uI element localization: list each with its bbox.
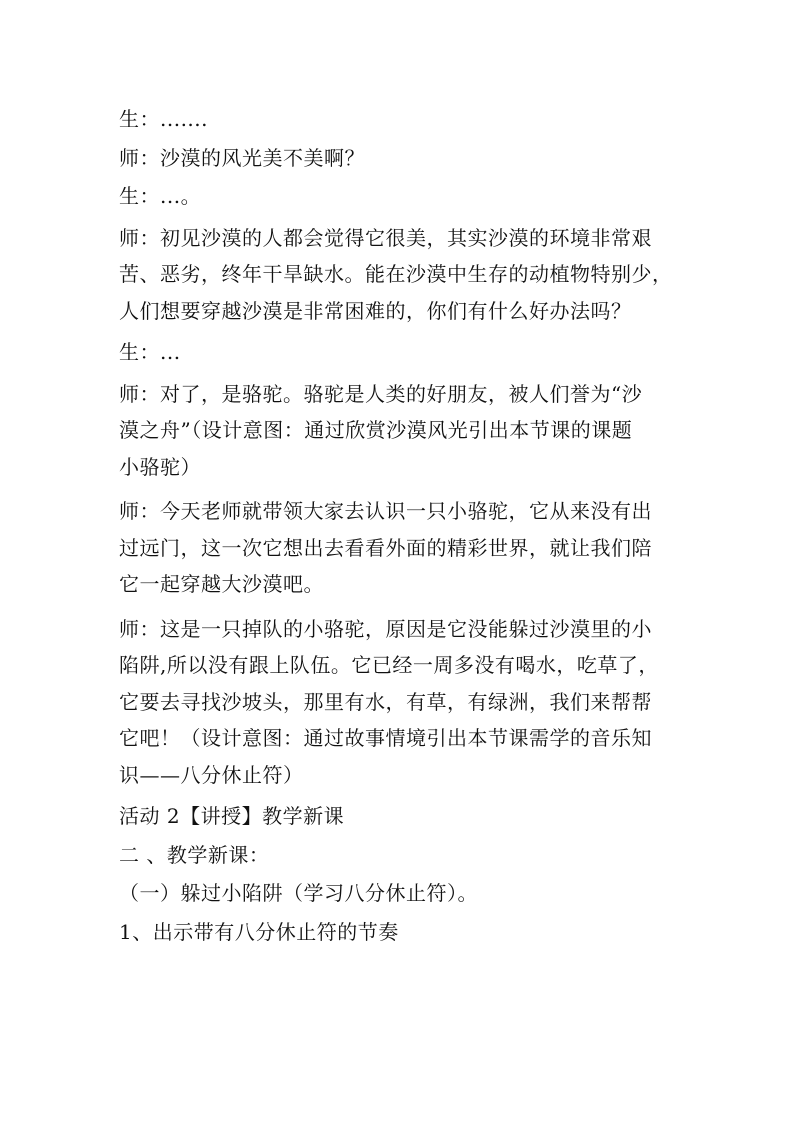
text-line: （一）躲过小陷阱（学习八分休止符）。: [119, 881, 478, 905]
activity-heading: [119, 801, 679, 831]
text-line: 漠之舟”（设计意图：通过欣赏沙漠风光引出本节课的课题: [119, 418, 633, 442]
text-line: 生：.......: [119, 107, 209, 131]
teacher-desert-environment: [119, 220, 679, 330]
text-line: 1、出示带有八分休止符的节奏: [119, 919, 399, 944]
lesson-plan-text: [119, 104, 679, 955]
subsection-heading: [119, 878, 679, 908]
student-reply-2: [119, 181, 679, 211]
teacher-lost-camel-story: [119, 611, 679, 794]
text-line: 师：今天老师就带领大家去认识一只小骆驼，它从来没有出: [119, 499, 652, 523]
student-reply-3: [119, 337, 679, 367]
text-line: 它一起穿越大沙漠吧。: [119, 572, 324, 596]
text-line: 识——八分休止符）: [119, 762, 304, 787]
text-line: 师：这是一只掉队的小骆驼，原因是它没能躲过沙漠里的小: [119, 616, 652, 641]
text-line: 过远门，这一次它想出去看看外面的精彩世界，就让我们陪: [119, 535, 652, 560]
text-line: 活动 2【讲授】教学新课: [119, 804, 345, 828]
text-line: 师：沙漠的风光美不美啊？: [119, 145, 365, 170]
student-reply-1: [119, 104, 679, 134]
text-line: 它要去寻找沙坡头，那里有水，有草，有绿洲，我们来帮帮: [119, 689, 652, 714]
teacher-question-desert-scenery: [119, 143, 679, 173]
text-line: 师：初见沙漠的人都会觉得它很美，其实沙漠的环境非常艰: [119, 225, 652, 250]
list-item-rhythm: [119, 917, 679, 947]
section-heading-new-lesson: [119, 840, 679, 870]
text-line: 苦、恶劣，终年干旱缺水。能在沙漠中生存的动植物特别少，: [119, 262, 673, 286]
text-line: 小骆驼）: [119, 454, 201, 479]
text-line: 师：对了，是骆驼。骆驼是人类的好朋友，被人们誉为“沙: [119, 381, 643, 406]
text-line: 陷阱,所以没有跟上队伍。它已经一周多没有喝水，吃草了，: [119, 653, 659, 677]
text-line: 生：...: [119, 340, 181, 364]
teacher-meet-little-camel: [119, 493, 679, 603]
teacher-camel-intro: [119, 376, 679, 486]
text-line: 生：...。: [119, 184, 202, 208]
text-line: 它吧！（设计意图：通过故事情境引出本节课需学的音乐知: [119, 726, 652, 750]
text-line: 二 、教学新课：: [119, 842, 270, 867]
text-line: 人们想要穿越沙漠是非常困难的，你们有什么好办法吗？: [119, 298, 632, 323]
